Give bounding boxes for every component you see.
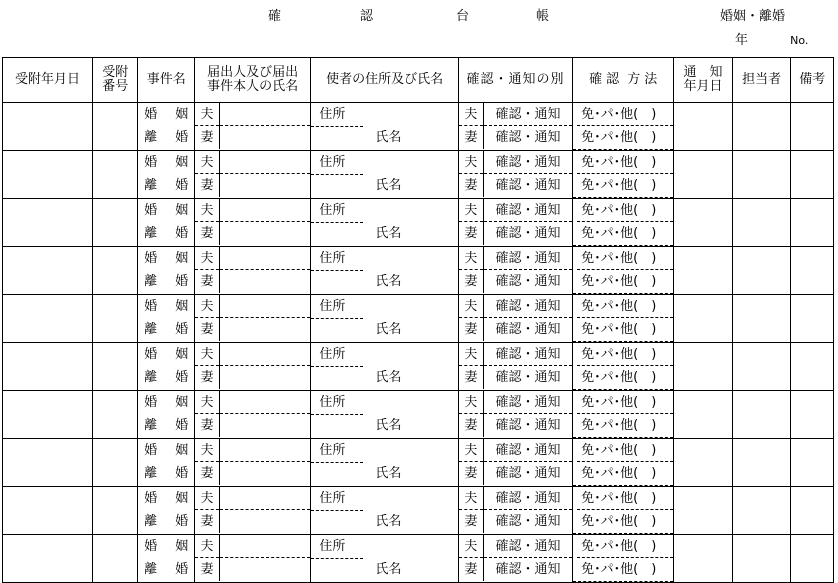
col-applicant-l1: 届出人及び届出 (207, 65, 299, 80)
notice-date-cell[interactable] (674, 343, 733, 391)
received-date-cell[interactable] (3, 103, 93, 151)
case-divorce: 離婚 (144, 418, 189, 433)
confirm-notice-option[interactable]: 確認・通知 (495, 130, 561, 145)
method-option[interactable]: 免･パ･他( ) (577, 295, 673, 318)
wife-label: 妻 (464, 178, 478, 193)
address-divider (311, 126, 363, 127)
confirm-notice-option[interactable]: 確認・通知 (495, 178, 561, 193)
received-no-cell[interactable] (92, 535, 137, 583)
address-label: 住所 (319, 299, 346, 314)
wife-label: 妻 (200, 514, 214, 529)
case-marriage: 婚姻 (144, 107, 189, 122)
method-cell (573, 199, 674, 247)
case-divorce: 離婚 (144, 130, 189, 145)
address-label: 住所 (319, 395, 346, 410)
husband-label: 夫 (195, 103, 219, 126)
wife-name-field[interactable] (220, 222, 310, 245)
address-divider (311, 510, 363, 511)
husband-label: 夫 (195, 295, 219, 318)
husband-label: 夫 (459, 391, 483, 414)
address-label: 住所 (319, 203, 346, 218)
col-notice-date-l1: 通 知 (683, 65, 723, 80)
col-method-char: 認 (606, 72, 620, 87)
applicant-cell[interactable] (195, 487, 311, 535)
confirm-notice-option[interactable]: 確認・通知 (484, 487, 572, 510)
staff-cell[interactable] (732, 199, 791, 247)
applicant-cell[interactable] (195, 391, 311, 439)
husband-label: 夫 (195, 535, 219, 558)
staff-cell[interactable] (732, 535, 791, 583)
applicant-cell[interactable] (195, 199, 311, 247)
method-option[interactable]: 免･パ･他( ) (581, 418, 657, 433)
remarks-cell[interactable] (791, 199, 834, 247)
case-divorce: 離婚 (144, 370, 189, 385)
wife-label: 妻 (464, 562, 478, 577)
case-marriage: 婚姻 (144, 251, 189, 266)
received-no-cell[interactable] (92, 439, 137, 487)
case-name-cell (138, 487, 195, 535)
method-option[interactable]: 免･パ･他( ) (581, 466, 657, 481)
remarks-cell[interactable] (791, 103, 834, 151)
confirm-notice-option[interactable]: 確認・通知 (495, 226, 561, 241)
messenger-cell[interactable] (311, 247, 459, 295)
method-cell (573, 535, 674, 583)
col-received-no (92, 58, 137, 103)
name-label: 氏名 (375, 418, 402, 433)
method-cell (573, 343, 674, 391)
confirm-notice-option[interactable]: 確認・通知 (495, 370, 561, 385)
address-divider (311, 222, 363, 223)
wife-label: 妻 (200, 322, 214, 337)
header-row (3, 58, 834, 103)
confirm-notice-option[interactable]: 確認・通知 (495, 322, 561, 337)
applicant-cell[interactable] (195, 151, 311, 199)
husband-name-field[interactable] (220, 343, 310, 366)
case-marriage: 婚姻 (144, 203, 189, 218)
case-name-cell (138, 103, 195, 151)
staff-cell[interactable] (732, 103, 791, 151)
title-char: 帳 (536, 9, 550, 24)
method-option[interactable]: 免･パ･他( ) (581, 178, 657, 193)
wife-label: 妻 (200, 418, 214, 433)
case-divorce: 離婚 (144, 322, 189, 337)
messenger-cell[interactable] (311, 103, 459, 151)
husband-name-field[interactable] (220, 391, 310, 414)
staff-cell[interactable] (732, 487, 791, 535)
wife-label: 妻 (464, 370, 478, 385)
wife-label: 妻 (464, 274, 478, 289)
remarks-cell[interactable] (791, 535, 834, 583)
table-row (3, 343, 834, 391)
method-option[interactable]: 免･パ･他( ) (581, 274, 657, 289)
case-name-cell (138, 391, 195, 439)
case-name-cell (138, 247, 195, 295)
col-method (573, 58, 674, 103)
received-date-cell[interactable] (3, 151, 93, 199)
case-marriage: 婚姻 (144, 155, 189, 170)
table-row (3, 199, 834, 247)
title-char: 台 (456, 9, 470, 24)
name-label: 氏名 (375, 178, 402, 193)
address-label: 住所 (319, 107, 346, 122)
confirm-notice-option[interactable]: 確認・通知 (495, 514, 561, 529)
table-row (3, 295, 834, 343)
staff-cell[interactable] (732, 343, 791, 391)
confirm-type-cell (458, 487, 572, 535)
received-date-cell[interactable] (3, 247, 93, 295)
method-option[interactable]: 免･パ･他( ) (581, 130, 657, 145)
confirm-type-cell (458, 343, 572, 391)
wife-name-field[interactable] (220, 414, 310, 437)
col-received-no-l1: 受附 (102, 65, 129, 80)
table-row (3, 151, 834, 199)
husband-label: 夫 (195, 199, 219, 222)
case-name-cell (138, 295, 195, 343)
wife-label: 妻 (200, 226, 214, 241)
messenger-cell[interactable] (311, 391, 459, 439)
received-date-cell[interactable] (3, 439, 93, 487)
notice-date-cell[interactable] (674, 391, 733, 439)
year-label: 年 (735, 33, 749, 48)
table-row (3, 391, 834, 439)
applicant-cell[interactable] (195, 247, 311, 295)
husband-label: 夫 (459, 199, 483, 222)
wife-name-field[interactable] (220, 462, 310, 485)
address-label: 住所 (319, 251, 346, 266)
method-cell (573, 487, 674, 535)
address-label: 住所 (319, 539, 346, 554)
case-name-cell (138, 151, 195, 199)
method-cell (573, 295, 674, 343)
col-applicant-l2: 事件本人の氏名 (207, 79, 299, 94)
wife-label: 妻 (464, 418, 478, 433)
table-row (3, 247, 834, 295)
col-applicant (195, 58, 311, 103)
name-label: 氏名 (375, 370, 402, 385)
address-label: 住所 (319, 443, 346, 458)
husband-name-field[interactable] (220, 151, 310, 174)
husband-name-field[interactable] (220, 439, 310, 462)
husband-name-field[interactable] (220, 295, 310, 318)
case-name-cell (138, 439, 195, 487)
name-label: 氏名 (375, 466, 402, 481)
table-row (3, 487, 834, 535)
husband-label: 夫 (195, 247, 219, 270)
confirm-notice-option[interactable]: 確認・通知 (484, 295, 572, 318)
address-divider (311, 462, 363, 463)
col-remarks: 備考 (791, 58, 834, 103)
wife-name-field[interactable] (220, 126, 310, 149)
address-label: 住所 (319, 347, 346, 362)
case-divorce: 離婚 (144, 178, 189, 193)
received-date-cell[interactable] (3, 391, 93, 439)
confirm-type-cell (458, 199, 572, 247)
confirm-notice-option[interactable]: 確認・通知 (484, 103, 572, 126)
husband-label: 夫 (459, 247, 483, 270)
received-no-cell[interactable] (92, 103, 137, 151)
case-divorce: 離婚 (144, 274, 189, 289)
husband-label: 夫 (459, 487, 483, 510)
confirm-type-cell (458, 391, 572, 439)
name-label: 氏名 (375, 130, 402, 145)
col-notice-date-l2: 年月日 (683, 79, 723, 94)
messenger-cell[interactable] (311, 343, 459, 391)
method-cell (573, 151, 674, 199)
applicant-cell[interactable] (195, 295, 311, 343)
method-option[interactable]: 免･パ･他( ) (577, 247, 673, 270)
method-option[interactable]: 免･パ･他( ) (577, 199, 673, 222)
husband-label: 夫 (195, 487, 219, 510)
received-no-cell[interactable] (92, 487, 137, 535)
wife-label: 妻 (464, 130, 478, 145)
remarks-cell[interactable] (791, 391, 834, 439)
case-divorce: 離婚 (144, 514, 189, 529)
method-option[interactable]: 免･パ･他( ) (577, 103, 673, 126)
wife-label: 妻 (200, 130, 214, 145)
method-option[interactable]: 免･パ･他( ) (577, 439, 673, 462)
confirm-type-cell (458, 439, 572, 487)
table-row (3, 439, 834, 487)
col-confirm-type: 確認・通知の別 (458, 58, 572, 103)
table-row (3, 535, 834, 583)
husband-label: 夫 (459, 535, 483, 558)
col-messenger: 使者の住所及び氏名 (311, 58, 459, 103)
confirm-notice-option[interactable]: 確認・通知 (495, 274, 561, 289)
wife-name-field[interactable] (220, 174, 310, 197)
col-received-no-l2: 番号 (102, 79, 129, 94)
case-divorce: 離婚 (144, 466, 189, 481)
confirm-notice-option[interactable]: 確認・通知 (495, 418, 561, 433)
name-label: 氏名 (375, 274, 402, 289)
title-char: 認 (360, 9, 374, 24)
confirm-notice-option[interactable]: 確認・通知 (484, 247, 572, 270)
address-divider (311, 318, 363, 319)
husband-label: 夫 (195, 343, 219, 366)
method-cell (573, 391, 674, 439)
address-divider (311, 270, 363, 271)
method-cell (573, 247, 674, 295)
title-char: 確 (268, 9, 282, 24)
name-label: 氏名 (375, 322, 402, 337)
name-label: 氏名 (375, 562, 402, 577)
year-number-line (735, 29, 808, 48)
staff-cell[interactable] (732, 295, 791, 343)
received-no-cell[interactable] (92, 391, 137, 439)
remarks-cell[interactable] (791, 343, 834, 391)
name-label: 氏名 (375, 226, 402, 241)
table-row (3, 103, 834, 151)
wife-label: 妻 (464, 514, 478, 529)
case-marriage: 婚姻 (144, 299, 189, 314)
applicant-cell[interactable] (195, 343, 311, 391)
messenger-cell[interactable] (311, 295, 459, 343)
name-label: 氏名 (375, 514, 402, 529)
received-date-cell[interactable] (3, 343, 93, 391)
wife-label: 妻 (464, 466, 478, 481)
husband-name-field[interactable] (220, 247, 310, 270)
remarks-cell[interactable] (791, 439, 834, 487)
staff-cell[interactable] (732, 391, 791, 439)
method-cell (573, 103, 674, 151)
messenger-cell[interactable] (311, 439, 459, 487)
notice-date-cell[interactable] (674, 151, 733, 199)
col-method-char: 方 (627, 72, 641, 87)
husband-name-field[interactable] (220, 199, 310, 222)
confirm-notice-option[interactable]: 確認・通知 (495, 466, 561, 481)
staff-cell[interactable] (732, 151, 791, 199)
staff-cell[interactable] (732, 247, 791, 295)
remarks-cell[interactable] (791, 151, 834, 199)
wife-label: 妻 (464, 226, 478, 241)
messenger-cell[interactable] (311, 199, 459, 247)
method-option[interactable]: 免･パ･他( ) (581, 226, 657, 241)
husband-name-field[interactable] (220, 487, 310, 510)
husband-label: 夫 (459, 103, 483, 126)
ledger-kind: 婚姻・離婚 (720, 9, 786, 24)
received-no-cell[interactable] (92, 199, 137, 247)
method-option[interactable]: 免･パ･他( ) (581, 370, 657, 385)
wife-name-field[interactable] (220, 366, 310, 389)
case-divorce: 離婚 (144, 226, 189, 241)
husband-name-field[interactable] (220, 535, 310, 558)
wife-name-field[interactable] (220, 510, 310, 533)
husband-label: 夫 (459, 151, 483, 174)
address-divider (311, 174, 363, 175)
notice-date-cell[interactable] (674, 247, 733, 295)
husband-label: 夫 (459, 343, 483, 366)
remarks-cell[interactable] (791, 487, 834, 535)
husband-label: 夫 (195, 151, 219, 174)
wife-label: 妻 (464, 322, 478, 337)
case-marriage: 婚姻 (144, 395, 189, 410)
case-marriage: 婚姻 (144, 347, 189, 362)
address-label: 住所 (319, 491, 346, 506)
notice-date-cell[interactable] (674, 103, 733, 151)
confirm-notice-option[interactable]: 確認・通知 (495, 562, 561, 577)
staff-cell[interactable] (732, 439, 791, 487)
notice-date-cell[interactable] (674, 295, 733, 343)
confirm-type-cell (458, 535, 572, 583)
method-option[interactable]: 免･パ･他( ) (577, 343, 673, 366)
method-option[interactable]: 免･パ･他( ) (581, 514, 657, 529)
confirm-type-cell (458, 295, 572, 343)
method-option[interactable]: 免･パ･他( ) (577, 391, 673, 414)
col-received-date: 受附年月日 (3, 58, 93, 103)
confirm-notice-option[interactable]: 確認・通知 (484, 199, 572, 222)
method-option[interactable]: 免･パ･他( ) (581, 322, 657, 337)
confirm-type-cell (458, 151, 572, 199)
received-date-cell[interactable] (3, 295, 93, 343)
col-method-char: 確 (589, 72, 603, 87)
notice-date-cell[interactable] (674, 487, 733, 535)
husband-label: 夫 (195, 391, 219, 414)
confirm-notice-option[interactable]: 確認・通知 (484, 439, 572, 462)
husband-label: 夫 (459, 295, 483, 318)
wife-label: 妻 (200, 466, 214, 481)
applicant-cell[interactable] (195, 103, 311, 151)
applicant-cell[interactable] (195, 439, 311, 487)
case-marriage: 婚姻 (144, 539, 189, 554)
method-option[interactable]: 免･パ･他( ) (577, 487, 673, 510)
messenger-cell[interactable] (311, 535, 459, 583)
husband-name-field[interactable] (220, 103, 310, 126)
confirm-notice-option[interactable]: 確認・通知 (484, 535, 572, 558)
case-marriage: 婚姻 (144, 443, 189, 458)
applicant-cell[interactable] (195, 535, 311, 583)
col-method-char: 法 (644, 72, 658, 87)
col-staff: 担当者 (732, 58, 791, 103)
address-divider (311, 366, 363, 367)
notice-date-cell[interactable] (674, 535, 733, 583)
confirm-type-cell (458, 103, 572, 151)
confirm-notice-option[interactable]: 確認・通知 (484, 343, 572, 366)
received-date-cell[interactable] (3, 199, 93, 247)
case-name-cell (138, 343, 195, 391)
case-divorce: 離婚 (144, 562, 189, 577)
address-label: 住所 (319, 155, 346, 170)
husband-label: 夫 (459, 439, 483, 462)
notice-date-cell[interactable] (674, 439, 733, 487)
method-cell (573, 439, 674, 487)
case-name-cell (138, 535, 195, 583)
case-name-cell (138, 199, 195, 247)
received-no-cell[interactable] (92, 343, 137, 391)
wife-label: 妻 (200, 370, 214, 385)
received-date-cell[interactable] (3, 535, 93, 583)
messenger-cell[interactable] (311, 487, 459, 535)
address-divider (311, 558, 363, 559)
method-option[interactable]: 免･パ･他( ) (577, 535, 673, 558)
address-divider (311, 414, 363, 415)
confirm-type-cell (458, 247, 572, 295)
wife-name-field[interactable] (220, 270, 310, 293)
confirm-notice-option[interactable]: 確認・通知 (484, 151, 572, 174)
col-case-name: 事件名 (138, 58, 195, 103)
received-no-cell[interactable] (92, 151, 137, 199)
wife-label: 妻 (200, 178, 214, 193)
notice-date-cell[interactable] (674, 199, 733, 247)
wife-name-field[interactable] (220, 558, 310, 581)
husband-label: 夫 (195, 439, 219, 462)
method-option[interactable]: 免･パ･他( ) (581, 562, 657, 577)
remarks-cell[interactable] (791, 295, 834, 343)
wife-label: 妻 (200, 562, 214, 577)
number-label: No. (790, 34, 809, 47)
col-notice-date (674, 58, 733, 103)
ledger-table (2, 57, 834, 583)
received-no-cell[interactable] (92, 295, 137, 343)
wife-label: 妻 (200, 274, 214, 289)
confirm-notice-option[interactable]: 確認・通知 (484, 391, 572, 414)
wife-name-field[interactable] (220, 318, 310, 341)
remarks-cell[interactable] (791, 247, 834, 295)
case-marriage: 婚姻 (144, 491, 189, 506)
messenger-cell[interactable] (311, 151, 459, 199)
received-date-cell[interactable] (3, 487, 93, 535)
received-no-cell[interactable] (92, 247, 137, 295)
method-option[interactable]: 免･パ･他( ) (577, 151, 673, 174)
